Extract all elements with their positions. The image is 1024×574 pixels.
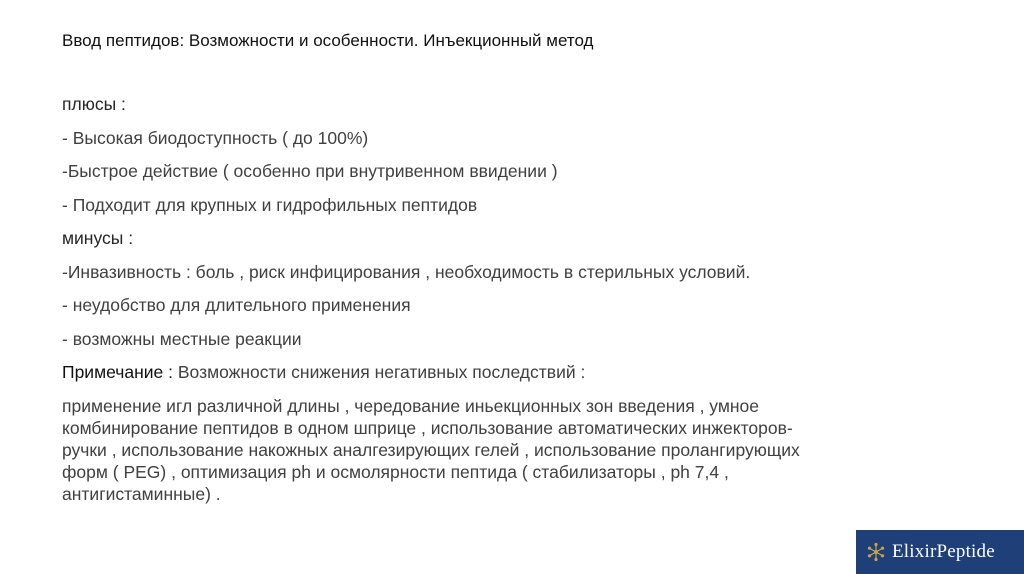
pros-item: - Высокая биодоступность ( до 100%) bbox=[62, 127, 369, 148]
logo-text: ElixirPeptide bbox=[892, 541, 995, 562]
note-line bbox=[62, 361, 902, 384]
slide-content bbox=[62, 93, 902, 505]
elixirpeptide-logo bbox=[856, 530, 1024, 574]
paragraph-line: применение игл различной длины , чередование иньекционных зон введения , умное bbox=[62, 395, 760, 416]
slide-title: Ввод пептидов: Возможности и особенности. Инъекционный метод bbox=[62, 31, 594, 50]
paragraph-line: антигистаминные) . bbox=[62, 483, 221, 504]
cons-heading: минусы : bbox=[62, 228, 134, 248]
pros-item: -Быстрое действие ( особенно при внутривенном ввидении ) bbox=[62, 161, 558, 181]
molecule-icon bbox=[866, 542, 886, 562]
paragraph-line: форм ( PEG) , оптимизация ph и осмолярности пептида ( стабилизаторы , ph 7,4 , bbox=[62, 461, 729, 482]
cons-item: -Инвазивность : боль , риск инфицирования , необходимость в стерильных условий. bbox=[62, 261, 751, 282]
pros-item: - Подходит для крупных и гидрофильных пептидов bbox=[62, 194, 478, 215]
pros-heading: плюсы : bbox=[62, 94, 126, 114]
paragraph-line: комбинирование пептидов в одном шприце , использование автоматических инжекторов- bbox=[62, 417, 793, 438]
note-text: Возможности снижения негативных последствий : bbox=[173, 362, 586, 382]
paragraph-line: ручки , использование накожных аналгезирующих гелей , использование пролангирующих bbox=[62, 439, 800, 460]
cons-item: - неудобство для длительного применения bbox=[62, 295, 411, 315]
note-paragraph bbox=[62, 395, 892, 505]
cons-item: - возможны местные реакции bbox=[62, 328, 302, 349]
note-label: Примечание : bbox=[62, 362, 174, 382]
